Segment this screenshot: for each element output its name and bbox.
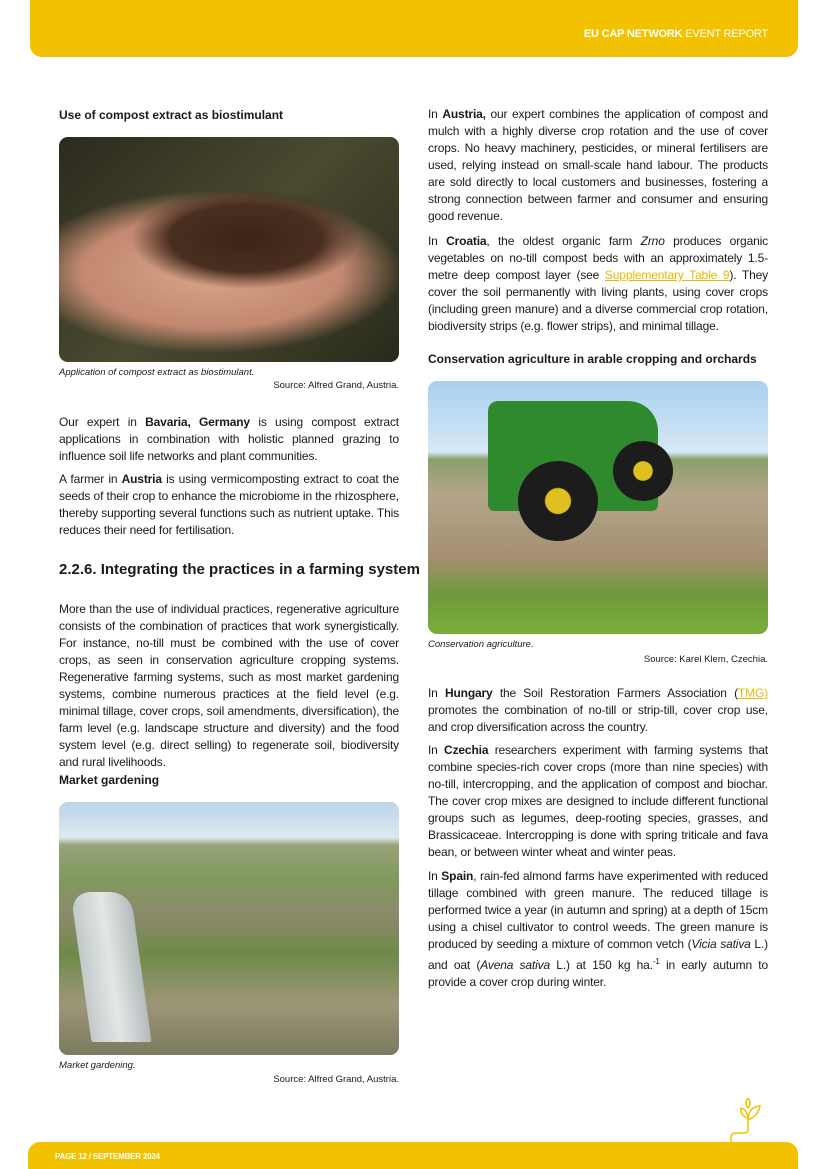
paragraph-intro: More than the use of individual practices, regenerative agriculture consists of the combination of practices that work synergistically. For instance, no-till must be combined with the use of cover crops, as seen in conservation agriculture cropping systems. Regenerative farming systems, such as most market gardening systems, combine numerous practices at the field level (e.g. minimal tillage, cover crops, soil amendments, diversification), the farm level (e.g. landscape structure and diversity) and the food system level (e.g. direct selling) to regenerate soil, biodiversity and rural livelihoods.	[59, 602, 399, 769]
text: researchers experiment with farming systems that combine species-rich cover crops (more than nine species) with no-till, intercropping, and the application of compost and biochar. The cover crop mixes are designed to include different functional groups such as legumes, deep-rooting species, grasses, and Brassicaceae. Intercropping is done with spring triticale and fava bean, or between winter wheat and winter peas.	[428, 743, 768, 859]
text: ). They cover the soil permanently with living plants, using cover crops (including green manure) and a diverse commercial crop rotation, biodiversity strips (e.g. flower strips), and minimal tillage.	[428, 268, 768, 333]
country: Czechia	[444, 743, 489, 757]
paragraph-spain	[428, 868, 768, 991]
paragraph-austria-expert	[428, 106, 768, 225]
paragraph-czechia	[428, 742, 768, 861]
country: Austria	[121, 472, 162, 486]
tmg-link[interactable]: TMG)	[737, 686, 768, 700]
text: is using compost extract applications in combination with holistic planned grazing to influence soil life networks and plant communities.	[59, 415, 399, 463]
country: Austria,	[442, 107, 486, 121]
text: L.) and oat (	[428, 937, 768, 972]
figure-source: Source: Alfred Grand, Austria.	[273, 1074, 399, 1085]
superscript: -1	[652, 957, 660, 966]
page-header	[30, 0, 798, 57]
paragraph-hungary	[428, 685, 768, 736]
figure-source: Source: Alfred Grand, Austria.	[273, 380, 399, 391]
country: Bavaria, Germany	[145, 415, 250, 429]
text: In	[428, 234, 447, 248]
subheading-market-gardening: Market gardening	[59, 773, 160, 787]
figure-source: Source: Karel Klem, Czechia.	[643, 654, 768, 665]
polytunnel	[70, 892, 151, 1042]
report-type: EVENT REPORT	[685, 28, 768, 40]
paragraph-austria-farmer	[59, 471, 399, 539]
paragraph-bavaria	[59, 414, 399, 465]
text: produces organic vegetables on no-till compost beds with an approximately 1.5-metre deep compost layer (see	[428, 234, 768, 282]
text: L.) at 150 kg ha.	[550, 958, 653, 972]
figure-caption: Market gardening.	[59, 1060, 136, 1071]
sprout-icon	[728, 1098, 778, 1144]
page-number: PAGE 12 / SEPTEMBER 2024	[55, 1152, 160, 1161]
text: the Soil Restoration Farmers Association (	[492, 686, 738, 700]
species-name: Vicia sativa	[691, 937, 751, 951]
text: In	[428, 686, 445, 700]
compost-hand-photo	[59, 137, 399, 362]
report-title	[584, 28, 768, 40]
tractor-wheel	[613, 441, 673, 501]
subheading-conservation-agriculture: Conservation agriculture in arable cropping and orchards	[428, 352, 757, 366]
supplementary-table-link[interactable]: Supplementary Table 9	[604, 268, 730, 282]
figure-caption: Application of compost extract as biostimulant.	[59, 367, 255, 378]
page-footer	[28, 1142, 798, 1169]
market-garden-photo	[59, 802, 399, 1055]
country: Hungary	[444, 686, 493, 700]
farm-name: Zrno	[640, 234, 665, 248]
tractor-photo	[428, 381, 768, 634]
section-title: 2.2.6. Integrating the practices in a farming system	[59, 561, 420, 578]
tractor-wheel	[518, 461, 598, 541]
text: , rain-fed almond farms have experimented with reduced tillage combined with green manure. The reduced tillage is performed twice a year (in autumn and spring) at a depth of 15cm using a chisel cultivator to control weeds. The green manure is produced by seeding a mixture of common vetch (	[428, 869, 768, 951]
country: Croatia	[446, 234, 487, 248]
text: A farmer in	[59, 472, 122, 486]
paragraph-croatia	[428, 233, 768, 335]
text: our expert combines the application of compost and mulch with a highly diverse crop rotation and the use of cover crops. No heavy machinery, pesticides, or mineral fertilisers are used, relying instead on small-scale hand labour. The products are sold directly to local customers and businesses, fostering a strong connection between farmer and consumer and ensuring good revenue.	[428, 107, 768, 223]
text: In	[428, 869, 442, 883]
brand-name: EU CAP NETWORK	[583, 28, 683, 40]
text: in early autumn to provide a cover crop during winter.	[428, 958, 768, 989]
species-name: Avena sativa	[480, 958, 551, 972]
text: , the oldest organic farm	[486, 234, 641, 248]
text: promotes the combination of no-till or strip-till, cover crop use, and crop diversification across the country.	[428, 703, 768, 734]
text: In	[428, 107, 443, 121]
subheading-compost-extract: Use of compost extract as biostimulant	[59, 108, 284, 122]
figure-caption: Conservation agriculture.	[428, 639, 534, 650]
text: In	[428, 743, 445, 757]
text: is using vermicomposting extract to coat the seeds of their crop to enhance the microbiome in the rhizosphere, thereby supporting several functions such as nutrient uptake. This reduces their need for fertilisation.	[59, 472, 399, 537]
text: Our expert in	[59, 415, 146, 429]
country: Spain	[441, 869, 474, 883]
